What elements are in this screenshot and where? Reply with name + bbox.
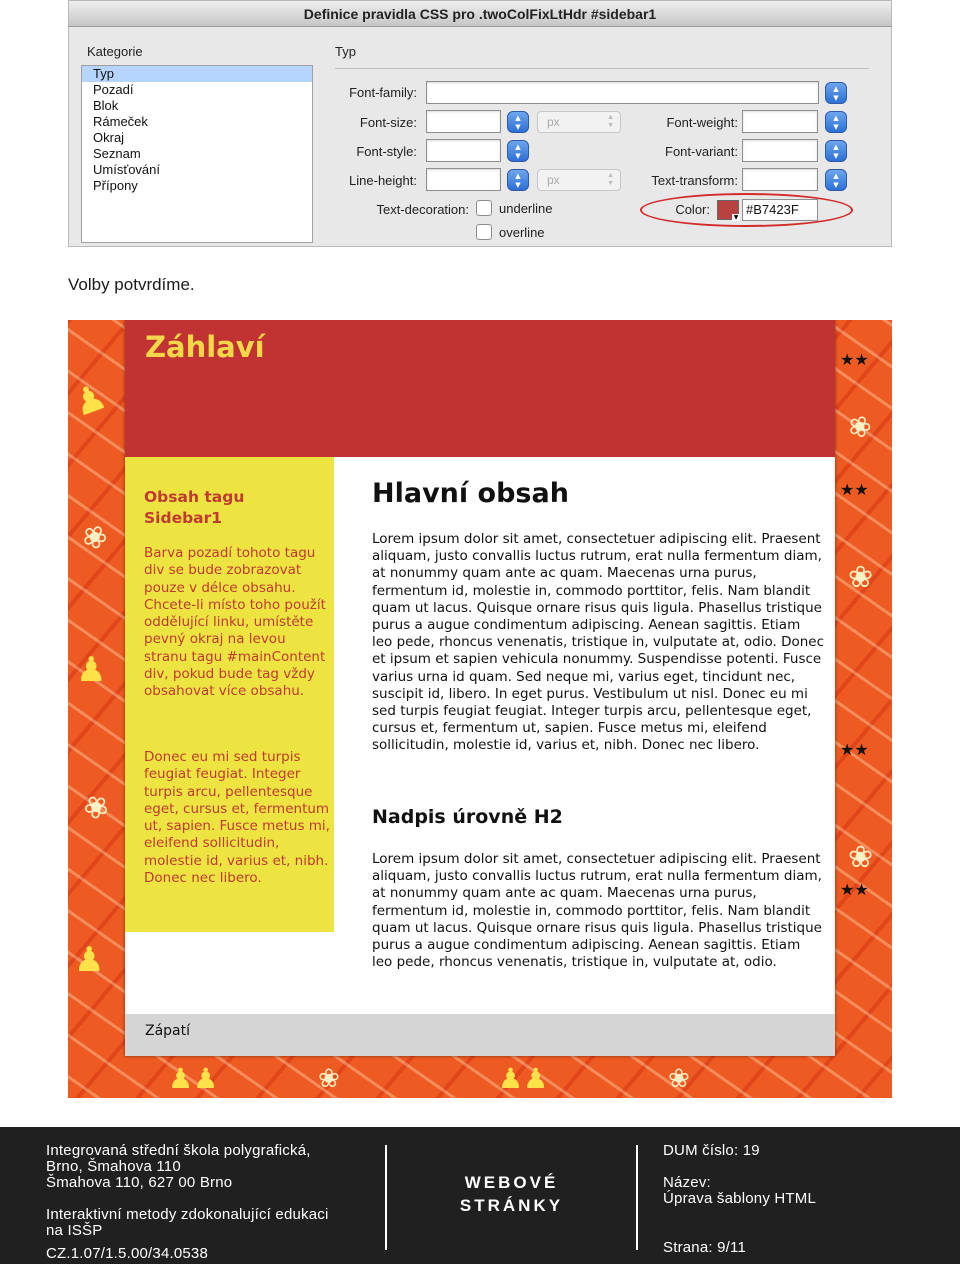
brand-line: WEBOVÉ bbox=[464, 1173, 559, 1192]
category-item-pripony[interactable]: Přípony bbox=[93, 178, 138, 193]
category-item-pozadi[interactable]: Pozadí bbox=[93, 82, 134, 97]
line-height-input[interactable] bbox=[426, 168, 501, 191]
figure-pattern-icon: ♟ bbox=[74, 940, 105, 980]
caption-text: Volby potvrdíme. bbox=[68, 275, 195, 294]
footer-bar bbox=[0, 1127, 960, 1264]
type-section-header: Typ bbox=[335, 44, 356, 59]
dialog-title: Definice pravidla CSS pro .twoColFixLtHdr #sidebar1 bbox=[69, 1, 891, 27]
font-variant-input[interactable] bbox=[742, 139, 818, 162]
font-size-input[interactable] bbox=[426, 110, 501, 133]
font-family-label: Font-family: bbox=[349, 85, 417, 100]
star-pattern-icon: ★★ bbox=[840, 480, 869, 499]
figure-pattern-icon: ♟♟ bbox=[168, 1062, 219, 1095]
category-item-ramecek[interactable]: Rámeček bbox=[93, 114, 148, 129]
font-weight-input[interactable] bbox=[742, 110, 818, 133]
dum-number: DUM číslo: 19 bbox=[663, 1142, 760, 1159]
page-number: Strana: 9/11 bbox=[663, 1239, 747, 1256]
overline-checkbox[interactable] bbox=[476, 224, 492, 240]
color-input[interactable]: #B7423F bbox=[742, 199, 818, 221]
section-divider bbox=[335, 68, 869, 69]
swirl-pattern-icon: ❀ bbox=[76, 786, 117, 829]
font-family-dropdown-icon[interactable]: ▲ ▼ bbox=[825, 82, 847, 104]
font-variant-label: Font-variant: bbox=[665, 144, 738, 159]
school-address: Šmahova 110, 627 00 Brno bbox=[46, 1174, 233, 1191]
line-height-dropdown-icon[interactable]: ▲ ▼ bbox=[507, 169, 529, 191]
star-pattern-icon: ★★ bbox=[840, 880, 869, 899]
name-value: Úprava šablony HTML bbox=[663, 1190, 817, 1207]
main-heading: Hlavní obsah bbox=[372, 478, 569, 509]
highlight-ellipse bbox=[640, 193, 853, 227]
font-style-dropdown-icon[interactable]: ▲ ▼ bbox=[507, 140, 529, 162]
project-code: CZ.1.07/1.5.00/34.0538 bbox=[46, 1245, 209, 1262]
divider bbox=[385, 1145, 387, 1250]
category-item-seznam[interactable]: Seznam bbox=[93, 146, 141, 161]
category-item-typ[interactable]: Typ bbox=[82, 66, 312, 82]
page-footer bbox=[125, 1014, 835, 1056]
text-transform-label: Text-transform: bbox=[651, 173, 738, 188]
brand-title bbox=[440, 1171, 583, 1217]
main-subheading: Nadpis úrovně H2 bbox=[372, 806, 563, 828]
category-item-umistovani[interactable]: Umísťování bbox=[93, 162, 161, 177]
webpage-preview bbox=[68, 320, 892, 1098]
figure-pattern-icon: ♟ bbox=[68, 375, 113, 426]
figure-pattern-icon: ♟ bbox=[76, 650, 107, 690]
overline-label: overline bbox=[499, 225, 545, 240]
footer-text: Zápatí bbox=[145, 1023, 191, 1039]
font-style-input[interactable] bbox=[426, 139, 501, 162]
project-name: Interaktivní metody zdokonalující edukaci bbox=[46, 1206, 329, 1223]
school-city: Brno, Šmahova 110 bbox=[46, 1158, 181, 1175]
color-label: Color: bbox=[675, 202, 710, 217]
category-item-blok[interactable]: Blok bbox=[93, 98, 119, 113]
text-transform-input[interactable] bbox=[742, 168, 818, 191]
sidebar bbox=[125, 457, 334, 932]
category-list bbox=[81, 65, 313, 243]
text-decoration-label: Text-decoration: bbox=[376, 202, 469, 217]
star-pattern-icon: ★★ bbox=[840, 350, 869, 369]
figure-pattern-icon: ♟♟ bbox=[498, 1062, 549, 1095]
font-variant-dropdown-icon[interactable]: ▲ ▼ bbox=[825, 140, 847, 162]
chevron-down-icon: ▼ bbox=[733, 214, 739, 221]
line-height-unit-select[interactable] bbox=[537, 169, 621, 191]
font-size-unit-select[interactable] bbox=[537, 111, 621, 133]
school-name: Integrovaná střední škola polygrafická, bbox=[46, 1142, 311, 1159]
main-paragraph: Lorem ipsum dolor sit amet, consectetuer adipiscing elit. Praesent aliquam, justo convallis luctus rutrum, erat nulla fermentum diam, at nonummy quam ante ac quam. Maecenas urna purus, fermentum id, molestie in, commodo porttitor, felis. Nam blandit quam ut lacus. Quisque ornare risus quis ligula. Phasellus tristique purus a augue condimentum adipiscing. Aenean sagittis. Etiam leo pede, rhoncus venenatis, tristique in, vulputate at, odio. Donec et ipsum et sapien vehicula nonummy. Suspendisse potenti. Fusce varius urna id quam. Sed neque mi, varius eget, tincidunt nec, suscipit id, libero. In eget purus. Vestibulum ut nisl. Donec eu mi sed turpis feugiat feugiat. Integer turpis arcu, pellentesque eget, cursus et, fermentum ut, sapien. Fusce metus mi, eleifend sollicitudin, molestie id, varius et, nibh. Donec nec libero. bbox=[372, 531, 825, 754]
divider bbox=[636, 1145, 638, 1250]
font-family-input[interactable] bbox=[426, 81, 819, 104]
font-style-label: Font-style: bbox=[356, 144, 417, 159]
brand-line: STRÁNKY bbox=[459, 1196, 564, 1215]
sidebar-paragraph: Barva pozadí tohoto tagu div se bude zobrazovat pouze v délce obsahu. Chcete-li místo toho použít oddělující linku, umístěte pevný okraj na levou stranu tagu #mainContent div, pokud bude tag vždy obsahovat více obsahu. bbox=[144, 545, 326, 700]
swirl-pattern-icon: ❀ bbox=[848, 560, 874, 595]
category-item-okraj[interactable]: Okraj bbox=[93, 130, 125, 145]
css-rule-dialog bbox=[68, 0, 892, 247]
line-height-unit-value: px bbox=[547, 173, 560, 187]
page-container bbox=[125, 320, 835, 1056]
swirl-pattern-icon: ❀ bbox=[75, 516, 114, 559]
page-header bbox=[125, 320, 835, 457]
swirl-pattern-icon: ❀ bbox=[843, 406, 877, 447]
header-title: Záhlaví bbox=[145, 330, 265, 364]
name-label: Název: bbox=[663, 1174, 711, 1191]
underline-label: underline bbox=[499, 201, 553, 216]
text-transform-dropdown-icon[interactable]: ▲ ▼ bbox=[825, 169, 847, 191]
category-header: Kategorie bbox=[87, 44, 143, 59]
project-name-cont: na ISŠP bbox=[46, 1222, 103, 1239]
sidebar-paragraph: Donec eu mi sed turpis feugiat feugiat. Integer turpis arcu, pellentesque eget, cursus et, fermentum ut, sapien. Fusce metus mi, eleifend sollicitudin, molestie id, varius et, nibh. Donec nec libero. bbox=[144, 749, 330, 887]
underline-checkbox[interactable] bbox=[476, 200, 492, 216]
star-pattern-icon: ★★ bbox=[840, 740, 869, 759]
font-weight-label: Font-weight: bbox=[666, 115, 738, 130]
line-height-label: Line-height: bbox=[349, 173, 417, 188]
chevron-updown-icon: ▲ ▼ bbox=[607, 114, 614, 129]
swirl-pattern-icon: ❀ bbox=[318, 1064, 340, 1094]
font-size-unit-value: px bbox=[547, 115, 560, 129]
chevron-updown-icon: ▲ ▼ bbox=[607, 172, 614, 187]
font-size-dropdown-icon[interactable]: ▲ ▼ bbox=[507, 111, 529, 133]
main-paragraph: Lorem ipsum dolor sit amet, consectetuer adipiscing elit. Praesent aliquam, justo convallis luctus rutrum, erat nulla fermentum diam, at nonummy quam ante ac quam. Maecenas urna purus, fermentum id, molestie in, commodo porttitor, felis. Nam blandit quam ut lacus. Quisque ornare risus quis ligula. Phasellus tristique purus a augue condimentum adipiscing. Aenean sagittis. Etiam leo pede, rhoncus venenatis, tristique in, vulputate at, odio. bbox=[372, 851, 822, 971]
swirl-pattern-icon: ❀ bbox=[848, 840, 874, 875]
sidebar-title: Obsah tagu Sidebar1 bbox=[144, 488, 245, 527]
font-size-label: Font-size: bbox=[359, 115, 417, 130]
swirl-pattern-icon: ❀ bbox=[668, 1064, 690, 1094]
font-weight-dropdown-icon[interactable]: ▲ ▼ bbox=[825, 111, 847, 133]
